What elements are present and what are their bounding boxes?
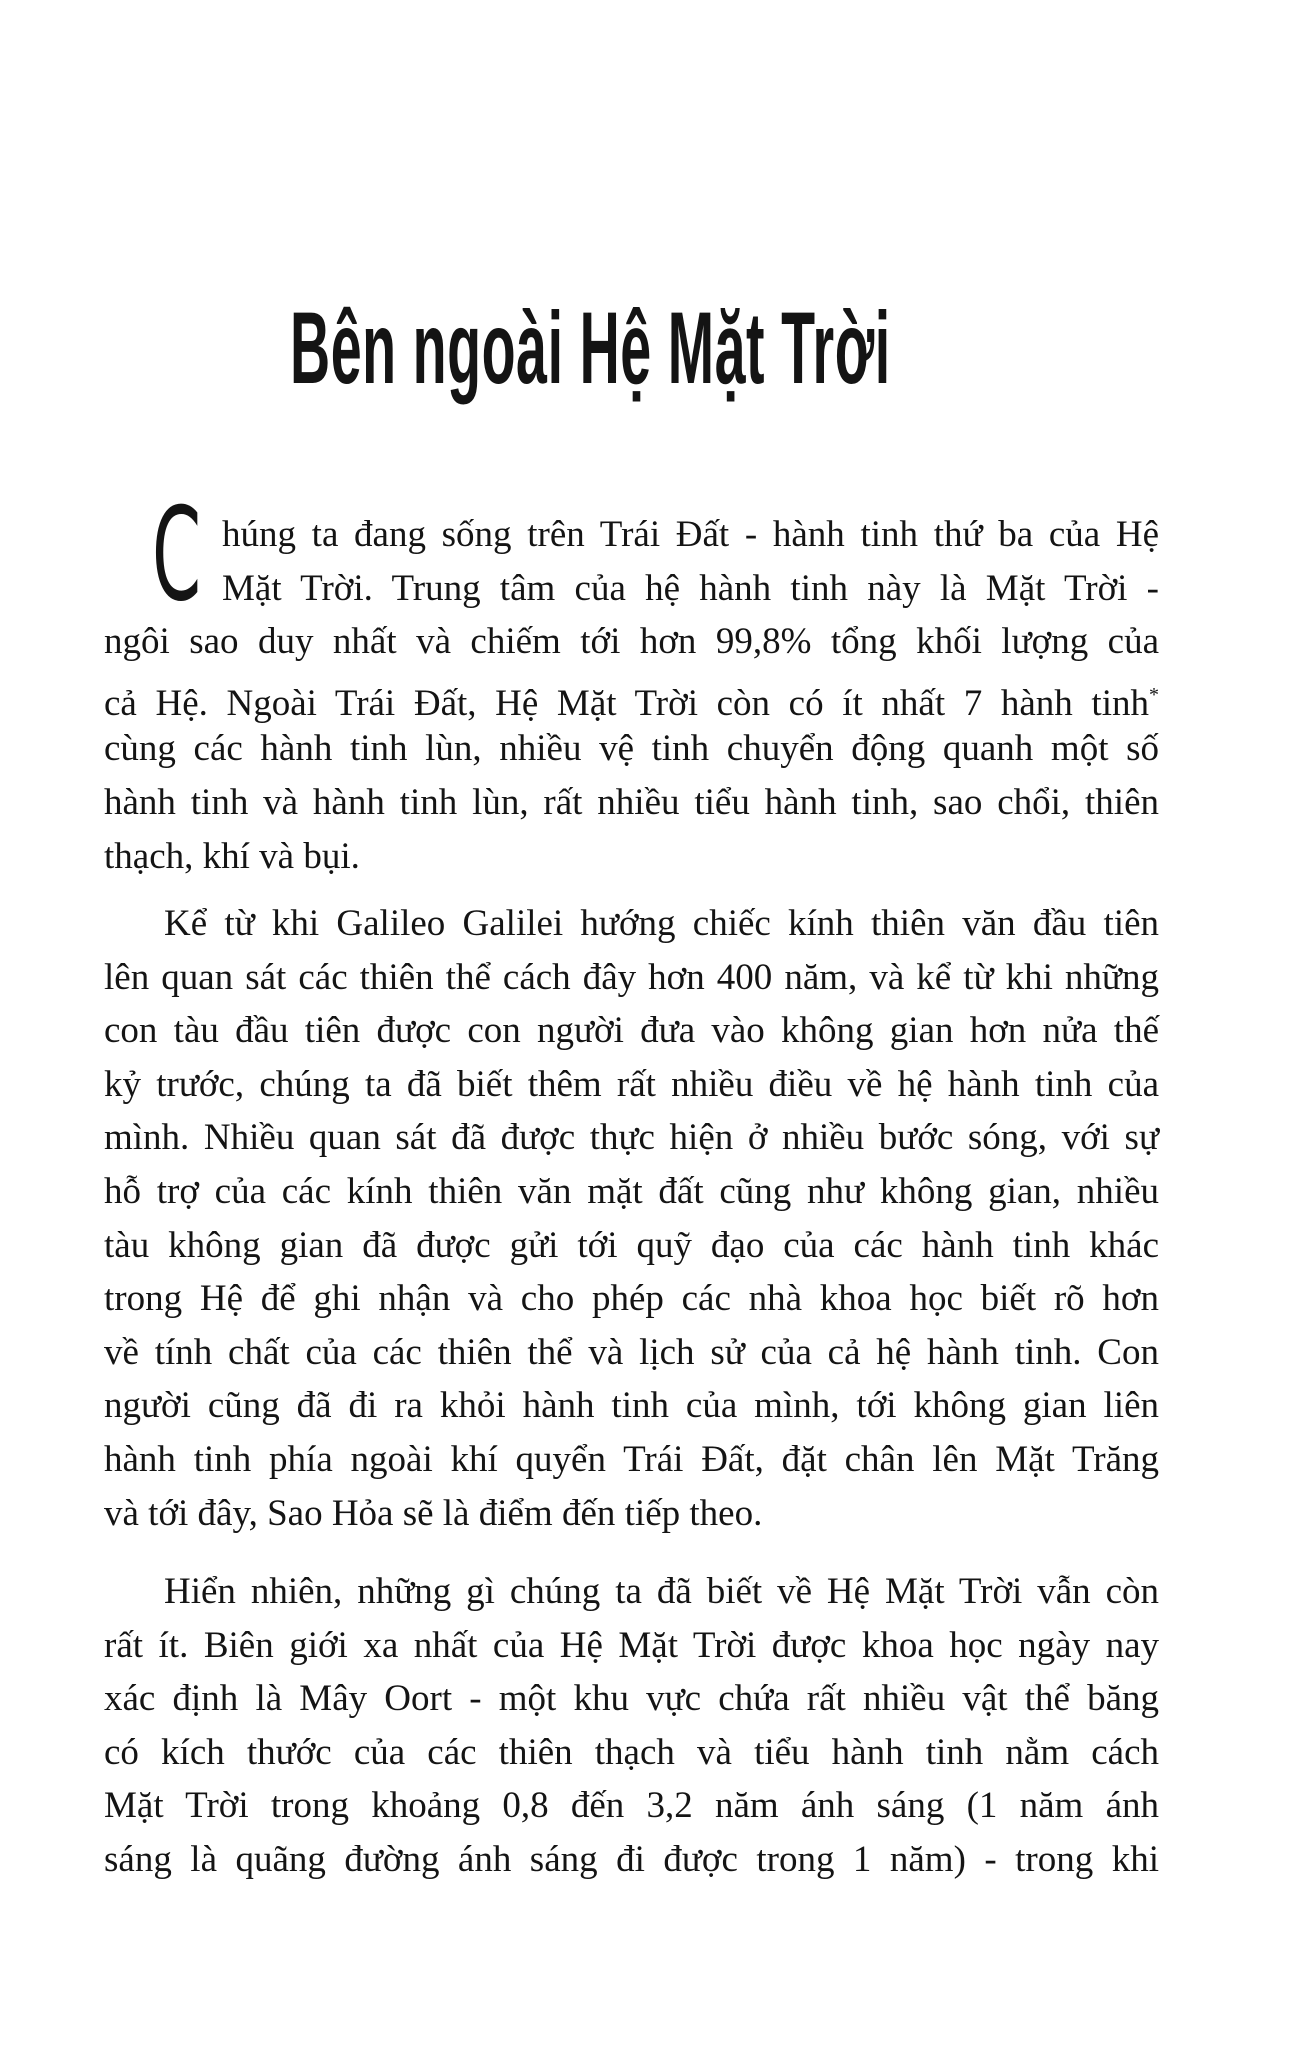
text-line: xác định là Mây Oort - một khu vực chứa rất nhiều vật thể băng [104,1678,1159,1720]
footnote-mark: * [1149,683,1159,706]
text-line: hành tinh và hành tinh lùn, rất nhiều tiểu hành tinh, sao chổi, thiên [104,781,1159,823]
paragraph-1 [104,481,1159,883]
text-line: ngôi sao duy nhất và chiếm tới hơn 99,8% tổng khối lượng của [104,621,1159,663]
text-line: lên quan sát các thiên thể cách đây hơn 400 năm, và kể từ khi những [104,956,1159,998]
text-line: cùng các hành tinh lùn, nhiều vệ tinh chuyển động quanh một số [104,728,1159,770]
text-line: mình. Nhiều quan sát đã được thực hiện ở nhiều bước sóng, với sự [104,1117,1159,1159]
text-line: Kể từ khi Galileo Galilei hướng chiếc kính thiên văn đầu tiên [164,903,1159,944]
drop-cap: C [152,481,202,630]
text-line: sáng là quãng đường ánh sáng đi được trong 1 năm) - trong khi [104,1838,1159,1880]
paragraph-2 [104,897,1159,1540]
text-line: tàu không gian đã được gửi tới quỹ đạo của các hành tinh khác [104,1224,1159,1266]
text-line: trong Hệ để ghi nhận và cho phép các nhà khoa học biết rõ hơn [104,1278,1159,1320]
paragraph-3 [104,1565,1159,1887]
text-line: Mặt Trời trong khoảng 0,8 đến 3,2 năm ánh sáng (1 năm ánh [104,1785,1159,1827]
text-line: húng ta đang sống trên Trái Đất - hành tinh thứ ba của Hệ [222,514,1159,555]
text-line: và tới đây, Sao Hỏa sẽ là điểm đến tiếp theo. [104,1492,763,1534]
text-line: về tính chất của các thiên thể và lịch sử của cả hệ hành tinh. Con [104,1331,1159,1373]
text-line: hành tinh phía ngoài khí quyển Trái Đất, đặt chân lên Mặt Trăng [104,1438,1159,1480]
text-line-content: cả Hệ. Ngoài Trái Đất, Hệ Mặt Trời còn có ít nhất 7 hành tinh [104,682,1149,724]
text-line: người cũng đã đi ra khỏi hành tinh của mình, tới không gian liên [104,1385,1159,1427]
chapter-title-text: Bên ngoài Hệ Mặt Trời [290,291,891,405]
text-line: có kích thước của các thiên thạch và tiểu hành tinh nằm cách [104,1731,1159,1773]
text-line: con tàu đầu tiên được con người đưa vào không gian hơn nửa thế [104,1010,1159,1052]
chapter-title [290,291,960,405]
text-line [104,669,1159,723]
text-line: kỷ trước, chúng ta đã biết thêm rất nhiều điều về hệ hành tinh của [104,1063,1159,1105]
text-line: hỗ trợ của các kính thiên văn mặt đất cũng như không gian, nhiều [104,1170,1159,1212]
text-line: rất ít. Biên giới xa nhất của Hệ Mặt Trời được khoa học ngày nay [104,1624,1159,1666]
text-line: Hiển nhiên, những gì chúng ta đã biết về Hệ Mặt Trời vẫn còn [164,1571,1159,1612]
text-line: Mặt Trời. Trung tâm của hệ hành tinh này là Mặt Trời - [222,567,1159,609]
text-line: thạch, khí và bụi. [104,835,360,877]
